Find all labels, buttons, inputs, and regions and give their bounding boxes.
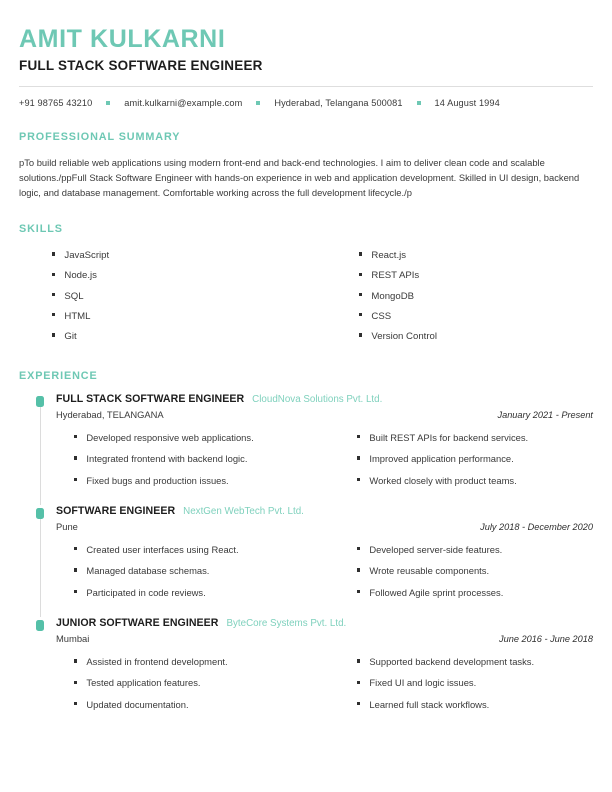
square-bullet-icon (359, 313, 362, 316)
experience-role: SOFTWARE ENGINEER (56, 504, 176, 517)
timeline-marker-icon (36, 508, 44, 519)
experience-points-right (341, 427, 593, 491)
experience-company: CloudNova Solutions Pvt. Ltd. (252, 393, 383, 405)
square-bullet-icon (357, 478, 360, 481)
experience-point (56, 448, 341, 469)
experience-point-text: Supported backend development tasks. (369, 656, 535, 668)
square-bullet-icon (357, 659, 360, 662)
skill-item-text: React.js (371, 250, 407, 262)
timeline-line (40, 405, 41, 505)
square-bullet-icon (359, 273, 362, 276)
experience-points-left (56, 651, 341, 715)
header-divider (19, 86, 593, 87)
experience-dates: July 2018 - December 2020 (480, 521, 593, 532)
experience-point-text: Developed server-side features. (369, 543, 503, 555)
square-bullet-icon (357, 547, 360, 550)
section-title-experience: EXPERIENCE (19, 369, 98, 382)
contact-separator-dot-icon (417, 101, 421, 105)
experience-points-left (56, 427, 341, 491)
experience-subheading (56, 633, 593, 644)
square-bullet-icon (74, 435, 77, 438)
experience-points (56, 651, 593, 715)
experience-role: JUNIOR SOFTWARE ENGINEER (56, 616, 219, 629)
experience-point-text: Improved application performance. (369, 453, 514, 465)
skills-grid (19, 246, 593, 347)
experience-point (56, 672, 341, 693)
square-bullet-icon (74, 681, 77, 684)
contact-item: 14 August 1994 (434, 98, 500, 108)
contact-row (19, 98, 593, 108)
square-bullet-icon (357, 568, 360, 571)
experience-point-text: Created user interfaces using React. (86, 543, 239, 555)
experience-point-text: Managed database schemas. (86, 565, 210, 577)
experience-point-text: Tested application features. (86, 677, 201, 689)
experience-point-text: Worked closely with product teams. (369, 474, 517, 486)
experience-heading (56, 393, 593, 405)
experience-location: Hyderabad, TELANGANA (56, 408, 164, 420)
square-bullet-icon (74, 547, 77, 550)
skill-item-text: SQL (64, 290, 84, 302)
contact-item: Hyderabad, Telangana 500081 (274, 98, 403, 108)
experience-point (341, 427, 593, 448)
experience-point-text: Wrote reusable components. (369, 565, 490, 577)
experience-point-text: Fixed UI and logic issues. (369, 677, 477, 689)
section-title-summary: PROFESSIONAL SUMMARY (19, 131, 181, 143)
square-bullet-icon (74, 478, 77, 481)
section-experience (19, 370, 593, 715)
skill-item-text: JavaScript (64, 250, 110, 262)
square-bullet-icon (359, 293, 362, 296)
experience-dates: June 2016 - June 2018 (499, 633, 593, 644)
square-bullet-icon (357, 702, 360, 705)
experience-point-text: Developed responsive web applications. (86, 431, 254, 443)
timeline-marker-icon (36, 620, 44, 631)
skill-item-text: HTML (64, 310, 91, 322)
experience-point (341, 672, 593, 693)
experience-point (56, 651, 341, 672)
square-bullet-icon (74, 590, 77, 593)
skill-item (341, 286, 593, 306)
square-bullet-icon (52, 273, 55, 276)
experience-dates: January 2021 - Present (497, 409, 593, 420)
experience-location: Mumbai (56, 632, 90, 644)
experience-point (341, 651, 593, 672)
experience-point (56, 560, 341, 581)
experience-point (56, 469, 341, 490)
experience-subheading (56, 409, 593, 420)
experience-points-right (341, 651, 593, 715)
square-bullet-icon (359, 333, 362, 336)
square-bullet-icon (357, 456, 360, 459)
experience-point-text: Learned full stack workflows. (369, 698, 490, 710)
section-title-skills: SKILLS (19, 222, 63, 235)
experience-role: FULL STACK SOFTWARE ENGINEER (56, 392, 245, 405)
experience-points (56, 539, 593, 603)
square-bullet-icon (357, 435, 360, 438)
skills-column-right (341, 246, 593, 347)
experience-point (341, 582, 593, 603)
experience-point (341, 539, 593, 560)
skill-item (19, 286, 341, 306)
square-bullet-icon (74, 659, 77, 662)
skill-item (341, 246, 593, 266)
experience-heading (56, 617, 593, 629)
experience-point-text: Built REST APIs for backend services. (369, 431, 529, 443)
square-bullet-icon (357, 681, 360, 684)
experience-point (341, 560, 593, 581)
experience-point (341, 469, 593, 490)
experience-point (56, 427, 341, 448)
square-bullet-icon (74, 456, 77, 459)
contact-item: amit.kulkarni@example.com (124, 98, 243, 108)
skill-item-text: Version Control (371, 331, 437, 343)
contact-separator-dot-icon (106, 101, 110, 105)
experience-point (56, 694, 341, 715)
skill-item (341, 306, 593, 326)
candidate-name: AMIT KULKARNI (19, 25, 226, 53)
square-bullet-icon (357, 590, 360, 593)
experience-point-text: Participated in code reviews. (86, 586, 206, 598)
square-bullet-icon (52, 333, 55, 336)
experience-point (341, 448, 593, 469)
experience-point (341, 694, 593, 715)
skill-item-text: Git (64, 331, 77, 343)
experience-list (19, 393, 593, 715)
skill-item-text: MongoDB (371, 290, 415, 302)
section-professional-summary (19, 131, 593, 201)
experience-company: NextGen WebTech Pvt. Ltd. (183, 505, 304, 517)
timeline-marker-icon (36, 396, 44, 407)
experience-subheading (56, 521, 593, 532)
contact-separator-dot-icon (256, 101, 260, 105)
experience-point-text: Assisted in frontend development. (86, 656, 228, 668)
square-bullet-icon (74, 568, 77, 571)
square-bullet-icon (52, 293, 55, 296)
experience-point-text: Fixed bugs and production issues. (86, 474, 229, 486)
section-skills (19, 223, 593, 347)
skill-item (19, 306, 341, 326)
experience-points (56, 427, 593, 491)
experience-company: ByteCore Systems Pvt. Ltd. (226, 617, 347, 629)
square-bullet-icon (74, 702, 77, 705)
candidate-job-title: FULL STACK SOFTWARE ENGINEER (19, 58, 263, 73)
resume-header (19, 26, 593, 108)
experience-point (56, 539, 341, 560)
experience-location: Pune (56, 520, 78, 532)
skill-item (19, 326, 341, 346)
experience-entry (19, 617, 593, 715)
experience-point-text: Integrated frontend with backend logic. (86, 453, 248, 465)
skill-item-text: CSS (371, 310, 392, 322)
skills-column-left (19, 246, 341, 347)
experience-point (56, 582, 341, 603)
skill-item (341, 326, 593, 346)
square-bullet-icon (52, 313, 55, 316)
experience-points-right (341, 539, 593, 603)
contact-item: +91 98765 43210 (19, 98, 93, 108)
square-bullet-icon (52, 252, 55, 255)
experience-point-text: Updated documentation. (86, 698, 189, 710)
experience-heading (56, 505, 593, 517)
experience-points-left (56, 539, 341, 603)
square-bullet-icon (359, 252, 362, 255)
skill-item (19, 246, 341, 266)
skill-item (341, 266, 593, 286)
experience-entry (19, 505, 593, 603)
experience-entry (19, 393, 593, 491)
skill-item-text: REST APIs (371, 270, 420, 282)
timeline-line (40, 517, 41, 617)
summary-text: pTo build reliable web applications using modern front-end and back-end technologies. I aim to deliver clean code and scalable solutions./ppFull Stack Software Engineer with hands-on experience in web and application development. Skilled in UI design, backend logic, and database management. Comfortable working across the full development lifecycle./p (19, 157, 580, 199)
experience-point-text: Followed Agile sprint processes. (369, 586, 504, 598)
skill-item (19, 266, 341, 286)
skill-item-text: Node.js (64, 270, 97, 282)
